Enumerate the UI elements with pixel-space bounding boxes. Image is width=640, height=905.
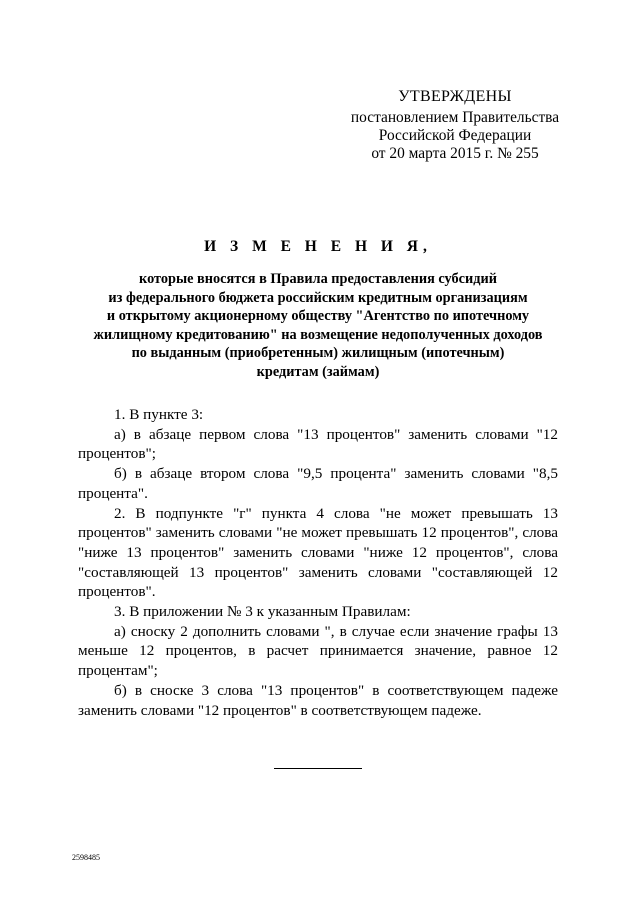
approval-line-2: Российской Федерации: [378, 127, 532, 144]
approval-block: [340, 88, 570, 163]
subtitle-line: жилищному кредитованию" на возмещение недополученных доходов: [93, 326, 543, 343]
paragraph-1: 1. В пункте 3:: [114, 406, 204, 423]
title-block: [78, 238, 558, 382]
paragraph-3a: а) сноску 2 дополнить словами ", в случае если значение графы 13 меньше 12 процентов, в расчет принимается значение, равное 12 процентам";: [78, 622, 558, 680]
paragraph-3b: б) в сноске 3 слова "13 процентов" в соответствующем падеже заменить словами "12 процентов" в соответствующем падеже.: [78, 681, 558, 719]
approval-line-3: от 20 марта 2015 г. № 255: [371, 145, 539, 162]
subtitle-line: по выданным (приобретенным) жилищным (ипотечным): [131, 345, 505, 362]
paragraph-2: 2. В подпункте "г" пункта 4 слова "не может превышать 13 процентов" заменить словами "не может превышать 12 процентов", слова "ниже 13 процентов" заменить словами "ниже 12 процентов", слова "составляющей 13 процентов" заменить словами "составляющей 12 процентов".: [78, 504, 558, 601]
subtitle-line: кредитам (займам): [256, 363, 380, 380]
subtitle-line: которые вносятся в Правила предоставления субсидий: [139, 271, 497, 287]
document-title: И З М Е Н Е Н И Я,: [204, 238, 432, 255]
subtitle-line: и открытому акционерному обществу "Агентство по ипотечному: [106, 308, 530, 325]
document-number: 2598485: [72, 853, 100, 862]
paragraph-1a: а) в абзаце первом слова "13 процентов" заменить словами "12 процентов";: [78, 425, 558, 463]
document-subtitle: [78, 270, 558, 382]
end-divider: [274, 768, 362, 769]
approval-heading: УТВЕРЖДЕНЫ: [398, 88, 512, 105]
paragraph-1b: б) в абзаце втором слова "9,5 процента" заменить словами "8,5 процента".: [78, 465, 558, 502]
paragraph-3: 3. В приложении № 3 к указанным Правилам:: [114, 603, 411, 621]
subtitle-line: из федерального бюджета российским кредитным организациям: [108, 289, 528, 306]
document-body: [78, 405, 558, 720]
approval-line-1: постановлением Правительства: [350, 109, 560, 126]
